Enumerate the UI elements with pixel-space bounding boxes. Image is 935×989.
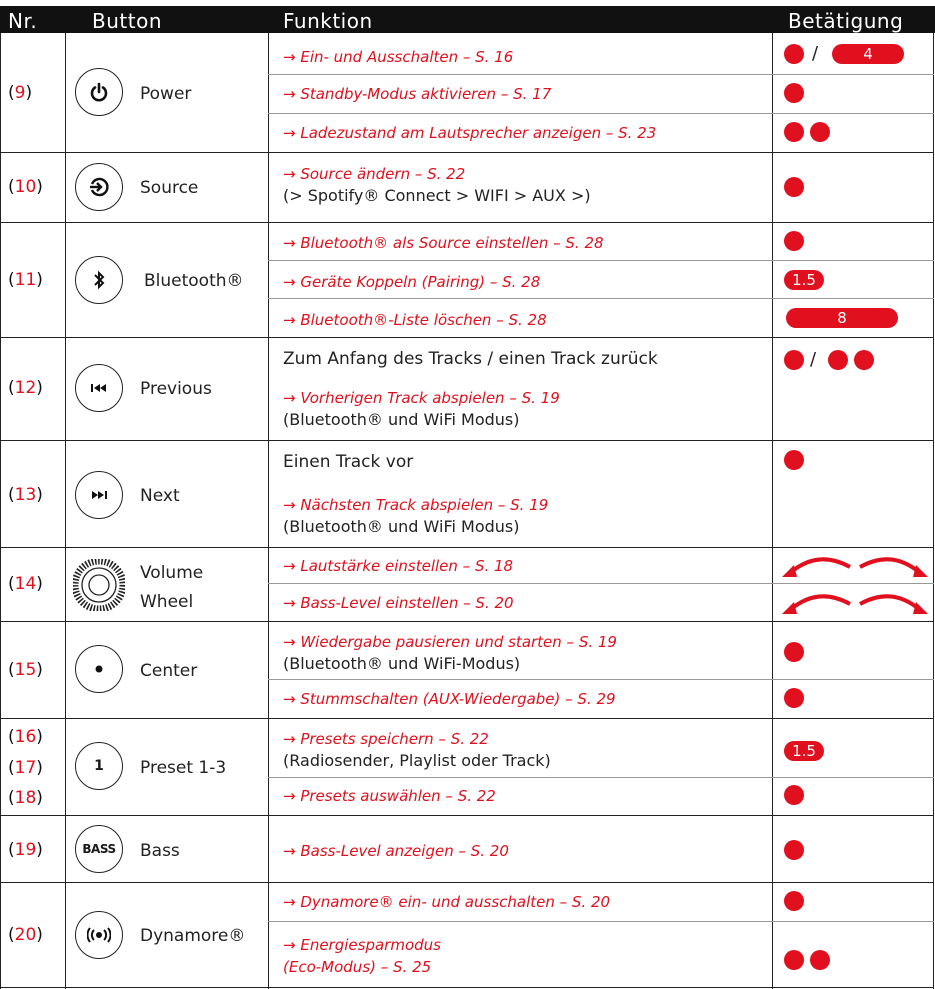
press-short-icon xyxy=(784,950,804,970)
function-note: (Bluetooth® und WiFi Modus) xyxy=(283,517,520,536)
function-ref: → Bass-Level einstellen – S. 20 xyxy=(283,594,514,612)
function-ref: → Standby-Modus aktivieren – S. 17 xyxy=(283,85,552,103)
row-number: (17) xyxy=(8,758,43,778)
button-name: Power xyxy=(140,84,192,104)
function-ref: → Energiesparmodus xyxy=(283,936,441,954)
power-button-icon xyxy=(75,68,123,116)
subrow-divider xyxy=(268,113,934,114)
row-number: (12) xyxy=(8,378,43,398)
function-note: Zum Anfang des Tracks / einen Track zurück xyxy=(283,349,658,369)
subrow-divider xyxy=(268,679,934,680)
subrow-divider xyxy=(268,583,934,584)
button-name: Next xyxy=(140,486,180,506)
bluetooth-icon xyxy=(75,256,123,304)
press-short-icon xyxy=(828,350,848,370)
dynamore-icon xyxy=(75,911,123,959)
function-ref: → Bluetooth®-Liste löschen – S. 28 xyxy=(283,311,547,329)
function-ref: → Wiedergabe pausieren und starten – S. 19 xyxy=(283,633,617,651)
button-name: Dynamore® xyxy=(140,926,246,946)
button-name: Previous xyxy=(140,379,212,399)
subrow-divider xyxy=(268,921,934,922)
button-name: Bass xyxy=(140,841,180,861)
row-number: (19) xyxy=(8,840,43,860)
grid-line xyxy=(65,33,66,989)
row-divider xyxy=(0,882,934,883)
source-button-icon xyxy=(75,163,123,211)
subrow-divider xyxy=(268,298,934,299)
press-short-icon xyxy=(784,642,804,662)
row-divider xyxy=(0,337,934,338)
row-divider xyxy=(0,621,934,622)
button-name: Preset 1-3 xyxy=(140,758,227,778)
row-number: (18) xyxy=(8,788,43,808)
function-note: (Radiosender, Playlist oder Track) xyxy=(283,751,551,770)
row-divider xyxy=(0,440,934,441)
press-short-icon xyxy=(784,891,804,911)
subrow-divider xyxy=(268,260,934,261)
row-number: (14) xyxy=(8,574,43,594)
press-short-icon xyxy=(784,688,804,708)
row-number: (15) xyxy=(8,660,43,680)
grid-line xyxy=(268,33,269,989)
bass-icon: BASS xyxy=(75,825,123,873)
table-header xyxy=(0,6,935,33)
function-ref: (Eco-Modus) – S. 25 xyxy=(283,958,432,976)
press-short-icon xyxy=(784,840,804,860)
press-short-icon xyxy=(784,83,804,103)
header-nr: Nr. xyxy=(8,9,38,33)
function-ref: → Presets speichern – S. 22 xyxy=(283,730,489,748)
row-divider xyxy=(0,987,934,988)
next-icon xyxy=(75,471,123,519)
button-name: Wheel xyxy=(140,592,194,612)
previous-icon xyxy=(75,364,123,412)
header-funktion: Funktion xyxy=(283,9,373,33)
row-number: (9) xyxy=(8,83,33,103)
rotate-arrows-icon xyxy=(780,551,930,579)
press-short-icon xyxy=(784,450,804,470)
button-name: Source xyxy=(140,178,199,198)
press-short-icon xyxy=(810,950,830,970)
row-divider xyxy=(0,547,934,548)
grid-line xyxy=(772,33,773,989)
row-number: (11) xyxy=(8,270,43,290)
function-note: (Bluetooth® und WiFi Modus) xyxy=(283,410,520,429)
function-ref: → Source ändern – S. 22 xyxy=(283,165,466,183)
grid-line xyxy=(933,33,934,989)
function-note: (> Spotify® Connect > WIFI > AUX >) xyxy=(283,186,591,205)
row-number: (13) xyxy=(8,485,43,505)
button-name: Volume xyxy=(140,563,204,583)
row-number: (16) xyxy=(8,727,43,747)
row-divider xyxy=(0,718,934,719)
function-ref: → Lautstärke einstellen – S. 18 xyxy=(283,557,514,575)
volume-wheel-icon xyxy=(73,559,125,611)
press-hold-badge: 1.5 xyxy=(784,270,824,290)
press-short-icon xyxy=(784,785,804,805)
press-short-icon xyxy=(784,122,804,142)
press-short-icon xyxy=(784,231,804,251)
function-ref: → Stummschalten (AUX-Wiedergabe) – S. 29 xyxy=(283,690,616,708)
press-hold-badge: 4 xyxy=(832,44,904,64)
grid-line xyxy=(0,33,1,989)
press-short-icon xyxy=(810,122,830,142)
header-button: Button xyxy=(92,9,162,33)
function-ref: → Geräte Koppeln (Pairing) – S. 28 xyxy=(283,273,541,291)
press-short-icon xyxy=(784,350,804,370)
subrow-divider xyxy=(268,74,934,75)
row-number: (10) xyxy=(8,177,43,197)
press-hold-badge: 1.5 xyxy=(784,741,824,761)
function-note: (Bluetooth® und WiFi-Modus) xyxy=(283,654,521,673)
subrow-divider xyxy=(268,777,934,778)
function-ref: → Bass-Level anzeigen – S. 20 xyxy=(283,842,509,860)
function-ref: → Vorherigen Track abspielen – S. 19 xyxy=(283,389,560,407)
button-name: Center xyxy=(140,661,198,681)
or-separator: / xyxy=(812,43,819,64)
center-dot-icon xyxy=(75,645,123,693)
row-number: (20) xyxy=(8,925,43,945)
header-betaetigung: Betätigung xyxy=(788,9,904,33)
press-short-icon xyxy=(854,350,874,370)
function-ref: → Ladezustand am Lautsprecher anzeigen – S. 23 xyxy=(283,124,657,142)
or-separator: / xyxy=(810,349,817,370)
press-short-icon xyxy=(784,177,804,197)
row-divider xyxy=(0,152,934,153)
button-name: Bluetooth® xyxy=(144,271,244,291)
function-ref: → Presets auswählen – S. 22 xyxy=(283,787,496,805)
press-short-icon xyxy=(784,44,804,64)
function-ref: → Nächsten Track abspielen – S. 19 xyxy=(283,496,549,514)
press-hold-badge: 8 xyxy=(786,308,898,328)
preset-one-icon: 1 xyxy=(75,742,123,790)
row-divider xyxy=(0,222,934,223)
row-divider xyxy=(0,815,934,816)
function-ref: → Dynamore® ein- und ausschalten – S. 20 xyxy=(283,893,611,911)
function-ref: → Bluetooth® als Source einstellen – S. 28 xyxy=(283,234,604,252)
function-note: Einen Track vor xyxy=(283,452,414,472)
rotate-arrows-icon xyxy=(780,588,930,616)
function-ref: → Ein- und Ausschalten – S. 16 xyxy=(283,48,514,66)
